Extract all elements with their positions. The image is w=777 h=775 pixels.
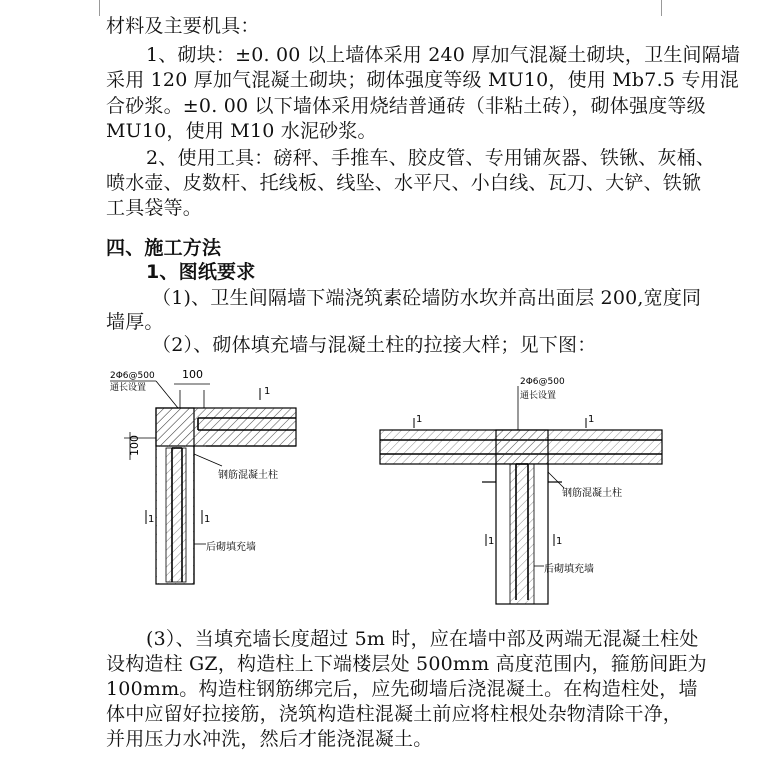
section-mark-right-s1: 1 — [488, 536, 495, 547]
paragraph-3e: 并用压力水冲洗，然后才能浇混凝土。 — [106, 728, 433, 750]
paragraph-materials-heading: 材料及主要机具： — [106, 15, 260, 37]
paragraph-3a: (3）、当填充墙长度超过 5m 时，应在墙中部及两端无混凝土柱处 — [146, 628, 699, 650]
corner-mark-right — [661, 0, 678, 16]
subsection-heading: 1、图纸要求 — [146, 261, 256, 283]
section-heading: 四、施工方法 — [106, 237, 222, 259]
paragraph-tools-1: 2、使用工具：磅秤、手推车、胶皮管、专用铺灰器、铁锹、灰桶、 — [146, 147, 716, 169]
dim-side-left: 100 — [128, 435, 141, 456]
paragraph-block-4: MU10，使用 M10 水泥砂浆。 — [106, 120, 377, 142]
paragraph-tools-3: 工具袋等。 — [106, 197, 203, 219]
paragraph-tools-2: 喷水壶、皮数杆、托线板、线坠、水平尺、小白线、瓦刀、大铲、铁锨 — [106, 172, 702, 194]
column-label-left: 钢筋混凝土柱 — [218, 470, 278, 481]
rebar-note-right: 2Φ6@500 — [520, 377, 565, 387]
rebar-note-left: 2Φ6@500 — [110, 371, 155, 381]
section-mark-right-t1: 1 — [416, 414, 423, 425]
paragraph-block-2: 采用 120 厚加气混凝土砌块；砌体强度等级 MU10，使用 Mb7.5 专用混 — [106, 69, 739, 91]
wall-label-left: 后砌填充墙 — [206, 542, 256, 553]
paragraph-req-2: （2）、砌体填充墙与混凝土柱的拉接大样；见下图： — [152, 334, 597, 356]
section-mark-left-2: 1 — [204, 514, 211, 525]
wall-label-right: 后砌填充墙 — [544, 564, 594, 575]
paragraph-3d: 体中应留好拉接筋，浇筑构造柱混凝土前应将柱根处杂物清除干净， — [106, 703, 683, 725]
rebar-note-right-2: 通长设置 — [520, 391, 557, 401]
paragraph-req-1b: 墙厚。 — [106, 311, 164, 333]
paragraph-req-1a: （1)、卫生间隔墙下端浇筑素砼墙防水坎并高出面层 200,宽度同 — [152, 287, 702, 309]
detail-figure-right — [378, 360, 668, 610]
paragraph-block-3: 合砂浆。±0. 00 以下墙体采用烧结普通砖（非粘土砖），砌体强度等级 — [106, 95, 706, 117]
corner-mark-left — [83, 0, 100, 16]
dim-top-left: 100 — [182, 368, 203, 381]
paragraph-3b: 设构造柱 GZ，构造柱上下端楼层处 500mm 高度范围内，箍筋间距为 — [106, 653, 707, 675]
section-mark-left-1: 1 — [148, 514, 155, 525]
section-mark-right-t2: 1 — [588, 414, 595, 425]
section-mark-top-left: 1 — [264, 386, 271, 397]
column-label-right: 钢筋混凝土柱 — [562, 488, 622, 499]
paragraph-3c: 100mm。构造柱钢筋绑完后，应先砌墙后浇混凝土。在构造柱处，墙 — [106, 678, 698, 700]
paragraph-block-1: 1、砌块：±0. 00 以上墙体采用 240 厚加气混凝土砌块，卫生间隔墙 — [146, 44, 741, 66]
section-mark-right-s2: 1 — [556, 536, 563, 547]
rebar-note-left-2: 通长设置 — [110, 383, 147, 393]
detail-figure-left — [110, 360, 310, 590]
